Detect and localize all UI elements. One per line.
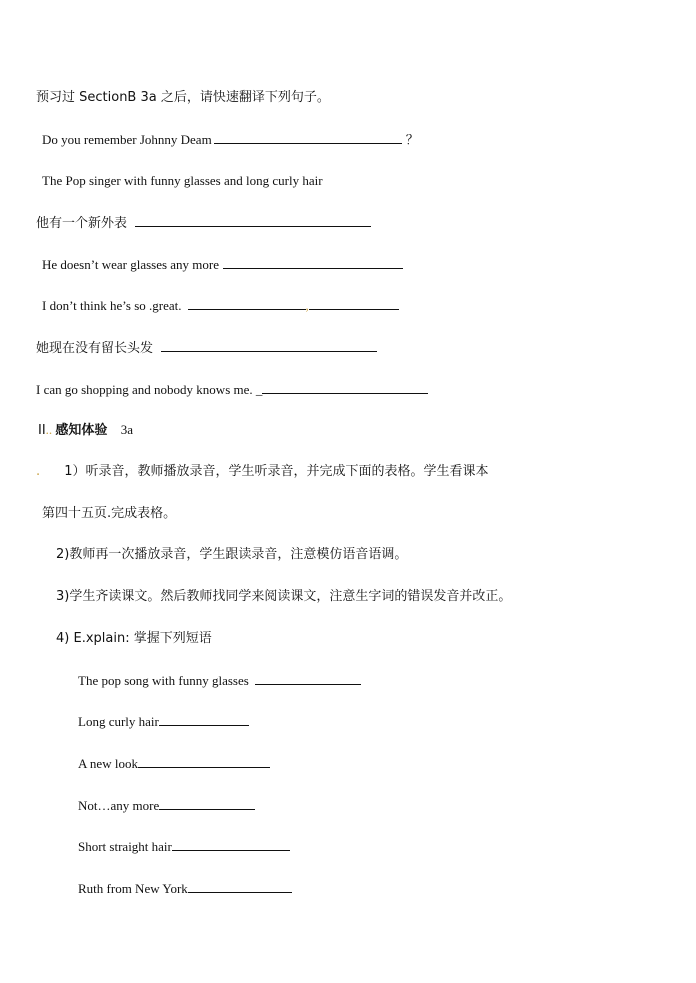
answer-blank[interactable] xyxy=(138,754,270,768)
phrase-5 xyxy=(78,837,290,856)
phrase-4 xyxy=(78,796,255,815)
question-mark: ？ xyxy=(405,133,419,148)
sentence-text: I can go shopping and nobody knows me. xyxy=(36,382,253,397)
step-2: 2)教师再一次播放录音，学生跟读录音，注意模仿语音语调。 xyxy=(56,547,408,562)
answer-blank[interactable] xyxy=(135,213,371,227)
sentence-text: Do you remember Johnny Deam xyxy=(42,132,212,147)
answer-blank[interactable] xyxy=(161,338,377,352)
phrase-2 xyxy=(78,712,249,731)
phrase-text: The pop song with funny glasses xyxy=(78,673,249,688)
intro-instruction: 预习过 SectionB 3a 之后，请快速翻译下列句子。 xyxy=(36,90,330,105)
answer-blank[interactable] xyxy=(172,837,290,851)
translate-item-1 xyxy=(42,130,419,150)
phrase-1 xyxy=(78,671,361,690)
translate-item-5 xyxy=(42,296,399,315)
section-dots: .. xyxy=(45,422,53,437)
phrase-text: Long curly hair xyxy=(78,714,159,729)
translate-item-4 xyxy=(42,255,403,274)
sentence-text: He doesn’t wear glasses any more xyxy=(42,257,220,272)
answer-blank[interactable] xyxy=(159,796,255,810)
sentence-text: I don’t think he’s so xyxy=(42,298,146,313)
step-1-continued: 第四十五页.完成表格。 xyxy=(42,506,177,521)
translate-item-6 xyxy=(36,338,377,358)
section-numeral: II xyxy=(38,423,46,438)
step-3: 3)学生齐读课文。然后教师找同学来阅读课文，注意生字词的错误发音并改正。 xyxy=(56,589,512,604)
step-1 xyxy=(36,463,489,481)
phrase-text: Short straight hair xyxy=(78,839,172,854)
step-text: 1）听录音，教师播放录音，学生听录音，并完成下面的表格。学生看课本 xyxy=(64,464,489,479)
answer-blank[interactable] xyxy=(223,255,403,269)
answer-blank[interactable] xyxy=(214,130,402,144)
step-mark: . xyxy=(36,464,41,479)
phrase-3 xyxy=(78,754,270,773)
translate-item-3 xyxy=(36,213,371,233)
answer-blank-a[interactable] xyxy=(188,296,306,310)
step-text: 4) E.xplain: 掌握下列短语 xyxy=(56,631,212,646)
sentence-text: 她现在没有留长头发 xyxy=(36,341,154,356)
phrase-text: A new look xyxy=(78,756,138,771)
answer-blank[interactable] xyxy=(262,380,428,394)
answer-blank-b[interactable] xyxy=(309,296,399,310)
sentence-text-mid: .great. xyxy=(149,298,182,313)
step-4 xyxy=(56,629,212,648)
comma-mark: , xyxy=(305,298,309,313)
phrase-6 xyxy=(78,879,292,898)
answer-blank[interactable] xyxy=(188,879,292,893)
answer-blank[interactable] xyxy=(159,712,249,726)
translate-item-2 xyxy=(42,172,323,190)
answer-blank[interactable] xyxy=(255,671,361,685)
phrase-text: Not…any more xyxy=(78,798,160,813)
lead-underscore: _ xyxy=(255,382,263,397)
section-2-heading xyxy=(38,421,133,440)
sentence-text: The Pop singer with funny glasses and long curly hair xyxy=(42,173,323,188)
phrase-text: Ruth from New York xyxy=(78,881,188,896)
translate-item-7 xyxy=(36,380,428,399)
section-title: 感知体验 xyxy=(55,423,108,438)
sentence-text: 他有一个新外表 xyxy=(36,216,128,231)
section-ref: 3a xyxy=(120,422,133,437)
